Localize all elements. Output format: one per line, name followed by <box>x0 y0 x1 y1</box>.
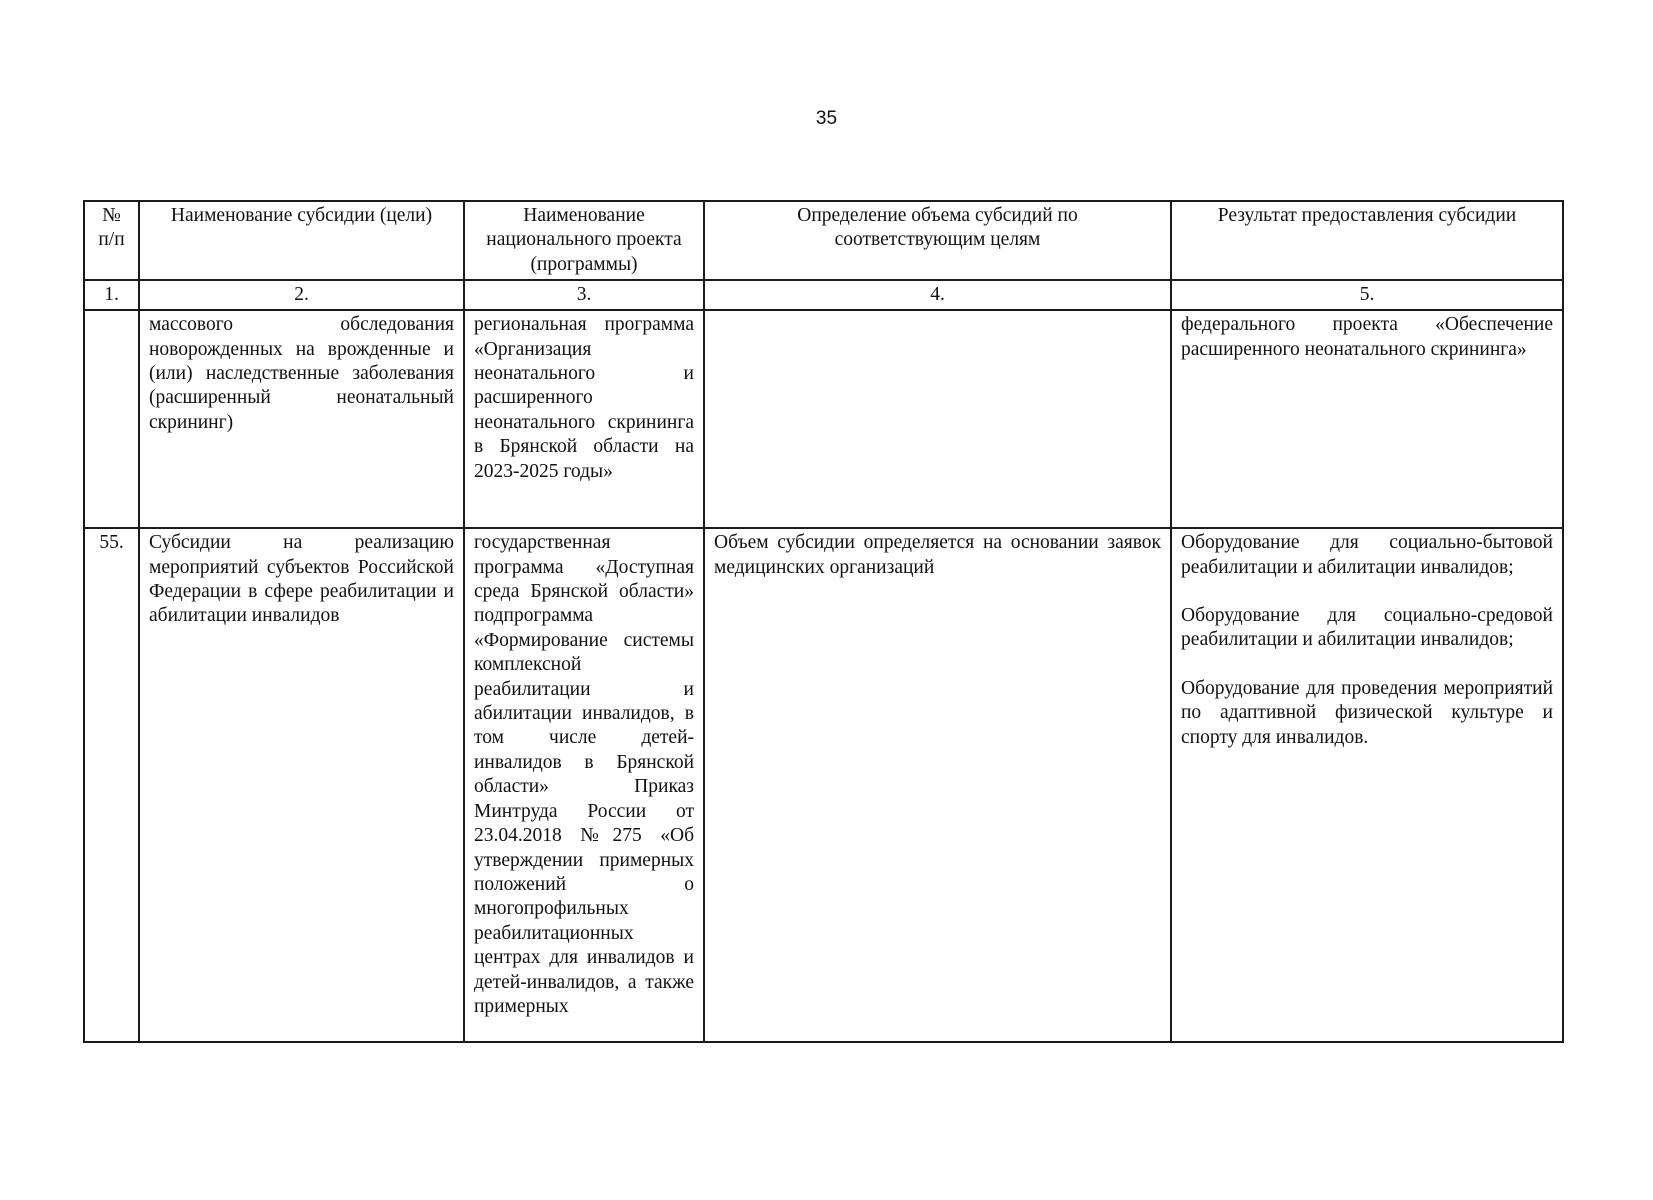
column-number-row <box>84 280 1563 310</box>
header-subsidy-name: Наименование субсидии (цели) <box>139 201 464 280</box>
column-number: 1. <box>84 280 139 310</box>
row-number: 55. <box>84 528 139 1042</box>
result-item: федерального проекта «Обеспечение расширенного неонатального скрининга» <box>1181 314 1553 360</box>
table-header-row <box>84 201 1563 280</box>
result-cell <box>1171 310 1563 528</box>
result-item: Оборудование для проведения мероприятий по адаптивной физической культуре и спорту для инвалидов. <box>1181 677 1553 748</box>
subsidy-table <box>83 200 1564 1043</box>
header-project-name: Наименование национального проекта (программы) <box>464 201 704 280</box>
project-name-cell: региональная программа «Организация неонатального и расширенного неонатального скрининга в Брянской области на 2023-2025 годы» <box>464 310 704 528</box>
volume-definition-cell <box>704 310 1171 528</box>
column-number: 5. <box>1171 280 1563 310</box>
subsidy-name-cell: массового обследования новорожденных на врожденные и (или) наследственные заболевания (расширенный неонатальный скрининг) <box>139 310 464 528</box>
column-number: 2. <box>139 280 464 310</box>
header-number: № п/п <box>84 201 139 280</box>
header-result: Результат предоставления субсидии <box>1171 201 1563 280</box>
table-row <box>84 310 1563 528</box>
project-name-cell: государственная программа «Доступная среда Брянской области» подпрограмма «Формирование системы комплексной реабилитации и абилитации инвалидов, в том числе детей-инвалидов в Брянской области» Приказ Минтруда России от 23.04.2018 №275 «Об утверждении примерных положений о многопрофильных реабилитационных центрах для инвалидов и детей-инвалидов, а также примерных <box>464 528 704 1042</box>
row-number <box>84 310 139 528</box>
header-volume-definition: Определение объема субсидий по соответствующим целям <box>704 201 1171 280</box>
result-item: Оборудование для социально-бытовой реабилитации и абилитации инвалидов; <box>1181 532 1553 578</box>
result-item: Оборудование для социально-средовой реабилитации и абилитации инвалидов; <box>1181 605 1553 651</box>
column-number: 4. <box>704 280 1171 310</box>
result-cell <box>1171 528 1563 1042</box>
page-number: 35 <box>815 108 838 129</box>
volume-definition-cell: Объем субсидии определяется на основании заявок медицинских организаций <box>704 528 1171 1042</box>
column-number: 3. <box>464 280 704 310</box>
subsidy-name-cell: Субсидии на реализацию мероприятий субъектов Российской Федерации в сфере реабилитации и абилитации инвалидов <box>139 528 464 1042</box>
table-row <box>84 528 1563 1042</box>
